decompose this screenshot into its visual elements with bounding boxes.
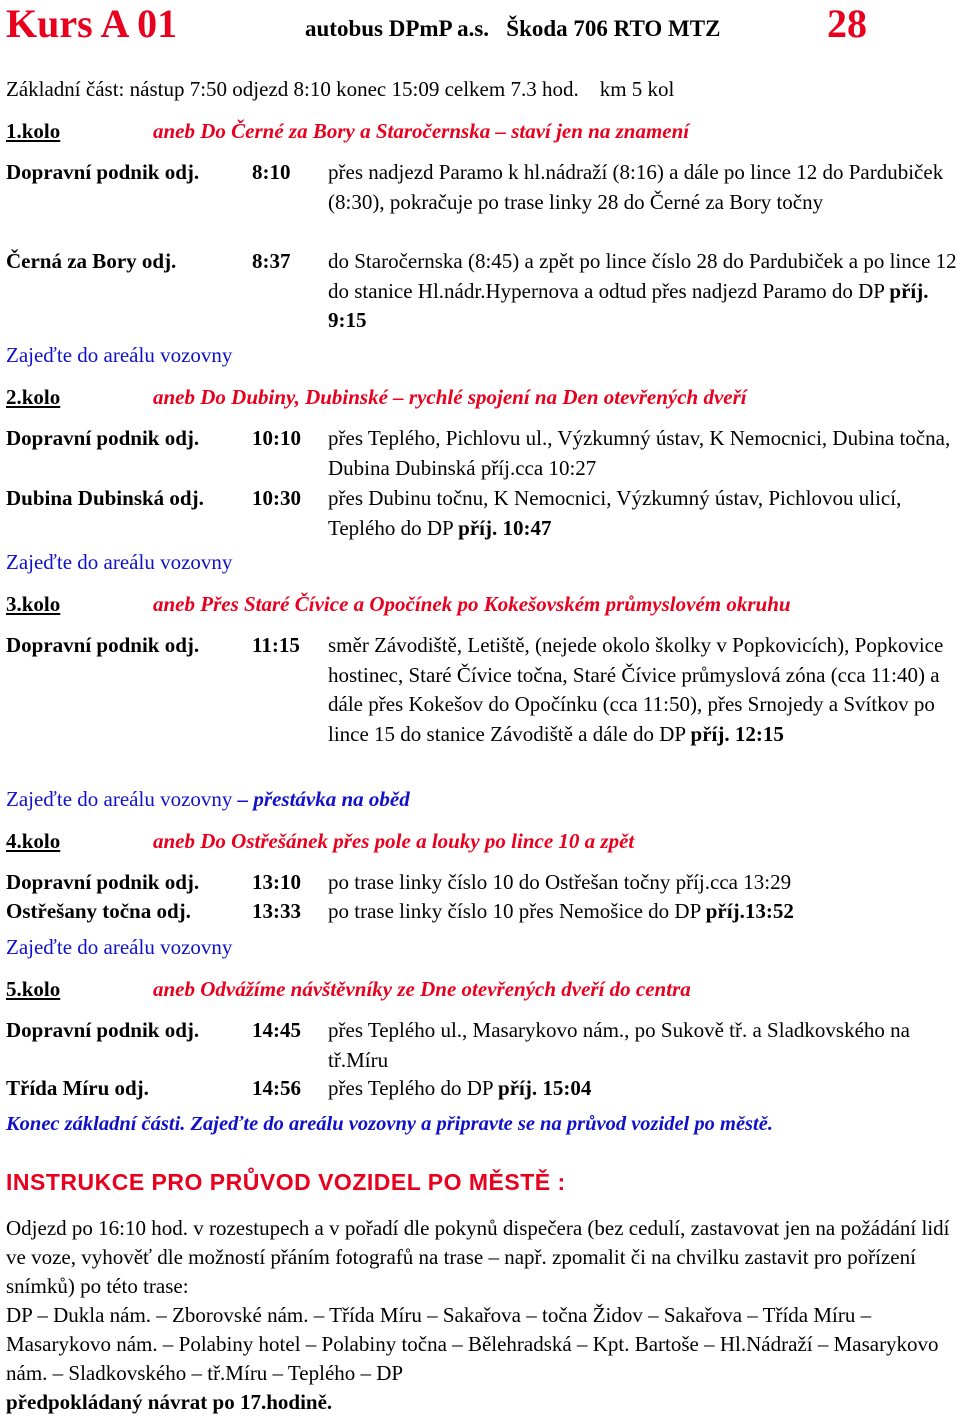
kolo-4-row-1-stop: Dopravní podnik odj. <box>6 870 200 894</box>
kolo-4-row-1-desc: po trase linky číslo 10 do Ostřešan točny příj.cca 13:29 <box>328 870 792 894</box>
instructions-heading: INSTRUKCE PRO PRŮVOD VOZIDEL PO MĚSTĚ : <box>6 1169 566 1195</box>
kolo-2-number: 2.kolo <box>6 385 61 409</box>
kolo-4-footer: Zajeďte do areálu vozovny <box>6 935 233 959</box>
kolo-4-number: 4.kolo <box>6 829 61 853</box>
kolo-5-footer: Konec základní části. Zajeďte do areálu vozovny a připravte se na průvod vozidel po městě. <box>6 1113 773 1135</box>
basic-info: Základní část: nástup 7:50 odjezd 8:10 konec 15:09 celkem 7.3 hod. km 5 kol <box>6 77 675 101</box>
instructions-intro: Odjezd po 16:10 hod. v rozestupech a v pořadí dle pokynů dispečera (bez cedulí, zastavovat jen na požádání lidí ve voze, vyhověť dle možností přáním fotografů na trase – např. zpomalit či na chvilku zastavit pro pořízení snímků) po této trase: <box>6 1216 950 1298</box>
kolo-4-title: aneb Do Ostřešánek přes pole a louky po lince 10 a zpět <box>153 829 635 853</box>
bus-info: autobus DPmP a.s. Škoda 706 RTO MTZ <box>305 16 721 41</box>
kolo-1-row-2-stop: Černá za Bory odj. <box>6 249 177 273</box>
page-title: Kurs A 01 <box>6 1 178 46</box>
kolo-2-row-1-stop: Dopravní podnik odj. <box>6 426 200 450</box>
kolo-2-title: aneb Do Dubiny, Dubinské – rychlé spojení na Den otevřených dveří <box>153 385 747 409</box>
kolo-1-title: aneb Do Černé za Bory a Staročernska – staví jen na znamení <box>153 119 690 143</box>
kolo-2-row-2-time: 10:30 <box>252 486 301 510</box>
kolo-3-row-1-time: 11:15 <box>252 633 300 657</box>
kolo-5-row-2-stop: Třída Míru odj. <box>6 1076 149 1100</box>
line-number: 28 <box>827 1 867 46</box>
kolo-2-row-1-time: 10:10 <box>252 426 301 450</box>
kolo-1-row-2-desc: do Staročernska (8:45) a zpět po lince číslo 28 do Pardubiček a po lince 12 do stanice Hl.nádr.Hypernova a odtud přes nadjezd Paramo do DP příj. 9:15 <box>328 249 957 332</box>
kolo-1-row-2-time: 8:37 <box>252 249 291 273</box>
kolo-2-row-2-stop: Dubina Dubinská odj. <box>6 486 204 510</box>
kolo-3-row-1-desc: směr Závodiště, Letiště, (nejede okolo školky v Popkovicích), Popkovice hostinec, Staré Čívice točna, Staré Čívice průmyslová zóna (cca 11:40) a dále přes Kokešov do Opočínku (cca 11:50), přes Srnojedy a Svítkov po lince 15 do stanice Závodiště a dále do DP příj. 12:15 <box>328 633 944 746</box>
kolo-3-footer-extra: – přestávka na oběd <box>232 787 410 811</box>
kolo-5-row-1-time: 14:45 <box>252 1018 301 1042</box>
kolo-3-title: aneb Přes Staré Čívice a Opočínek po Kokešovském průmyslovém okruhu <box>153 592 791 616</box>
kolo-5-row-2-time: 14:56 <box>252 1076 301 1100</box>
kolo-3-number: 3.kolo <box>6 592 61 616</box>
kolo-2-row-2-arrival: příj. 10:47 <box>458 515 552 540</box>
kolo-3-row-1-stop: Dopravní podnik odj. <box>6 633 200 657</box>
kolo-5-row-1-desc: přes Teplého ul., Masarykovo nám., po Sukově tř. a Sladkovského na tř.Míru <box>328 1018 910 1072</box>
kolo-1-number: 1.kolo <box>6 119 61 143</box>
kolo-3-footer: Zajeďte do areálu vozovny – přestávka na oběd <box>6 787 410 811</box>
kolo-4-row-2-stop: Ostřešany točna odj. <box>6 899 191 923</box>
kolo-1-row-1-desc: přes nadjezd Paramo k hl.nádraží (8:16) a dále po lince 12 do Pardubiček (8:30), pokračuje po trase linky 28 do Černé za Bory točny <box>328 160 944 214</box>
kolo-5-number: 5.kolo <box>6 977 61 1001</box>
kolo-4-row-2-arrival: příj.13:52 <box>705 899 794 923</box>
kolo-4-row-2-desc: po trase linky číslo 10 přes Nemošice do DP příj.13:52 <box>328 899 794 923</box>
kolo-2-row-2-desc: přes Dubinu točnu, K Nemocnici, Výzkumný ústav, Pichlovou ulicí, Teplého do DP příj. 10:47 <box>328 486 902 540</box>
kolo-5-row-2-arrival: příj. 15:04 <box>498 1076 592 1100</box>
instructions-route: DP – Dukla nám. – Zborovské nám. – Třída Míru – Sakařova – točna Židov – Sakařova – Třída Míru – Masarykovo nám. – Polabiny hotel – Polabiny točna – Bělehradská – Kpt. Bartoše – Hl.Nádraží – Masarykovo nám. – Sladkovského – tř.Míru – Teplého – DP <box>6 1303 939 1385</box>
kolo-5-title: aneb Odvážíme návštěvníky ze Dne otevřených dveří do centra <box>153 977 691 1001</box>
kolo-5-row-1-stop: Dopravní podnik odj. <box>6 1018 200 1042</box>
instructions-return: předpokládaný návrat po 17.hodině. <box>6 1390 333 1414</box>
kolo-2-row-1-desc: přes Teplého, Pichlovu ul., Výzkumný ústav, K Nemocnici, Dubina točna, Dubina Dubinská příj.cca 10:27 <box>328 426 951 480</box>
kolo-1-footer: Zajeďte do areálu vozovny <box>6 343 233 367</box>
kolo-3-row-1-arrival: příj. 12:15 <box>690 721 784 746</box>
kolo-1-row-2-arrival: příj. 9:15 <box>328 278 929 332</box>
kolo-1-row-1-stop: Dopravní podnik odj. <box>6 160 200 184</box>
kolo-4-row-2-time: 13:33 <box>252 899 301 923</box>
kolo-4-row-1-time: 13:10 <box>252 870 301 894</box>
kolo-2-footer: Zajeďte do areálu vozovny <box>6 550 233 574</box>
kolo-5-row-2-desc: přes Teplého do DP příj. 15:04 <box>328 1076 592 1100</box>
kolo-1-row-1-time: 8:10 <box>252 160 291 184</box>
instructions-text <box>6 1214 958 1417</box>
